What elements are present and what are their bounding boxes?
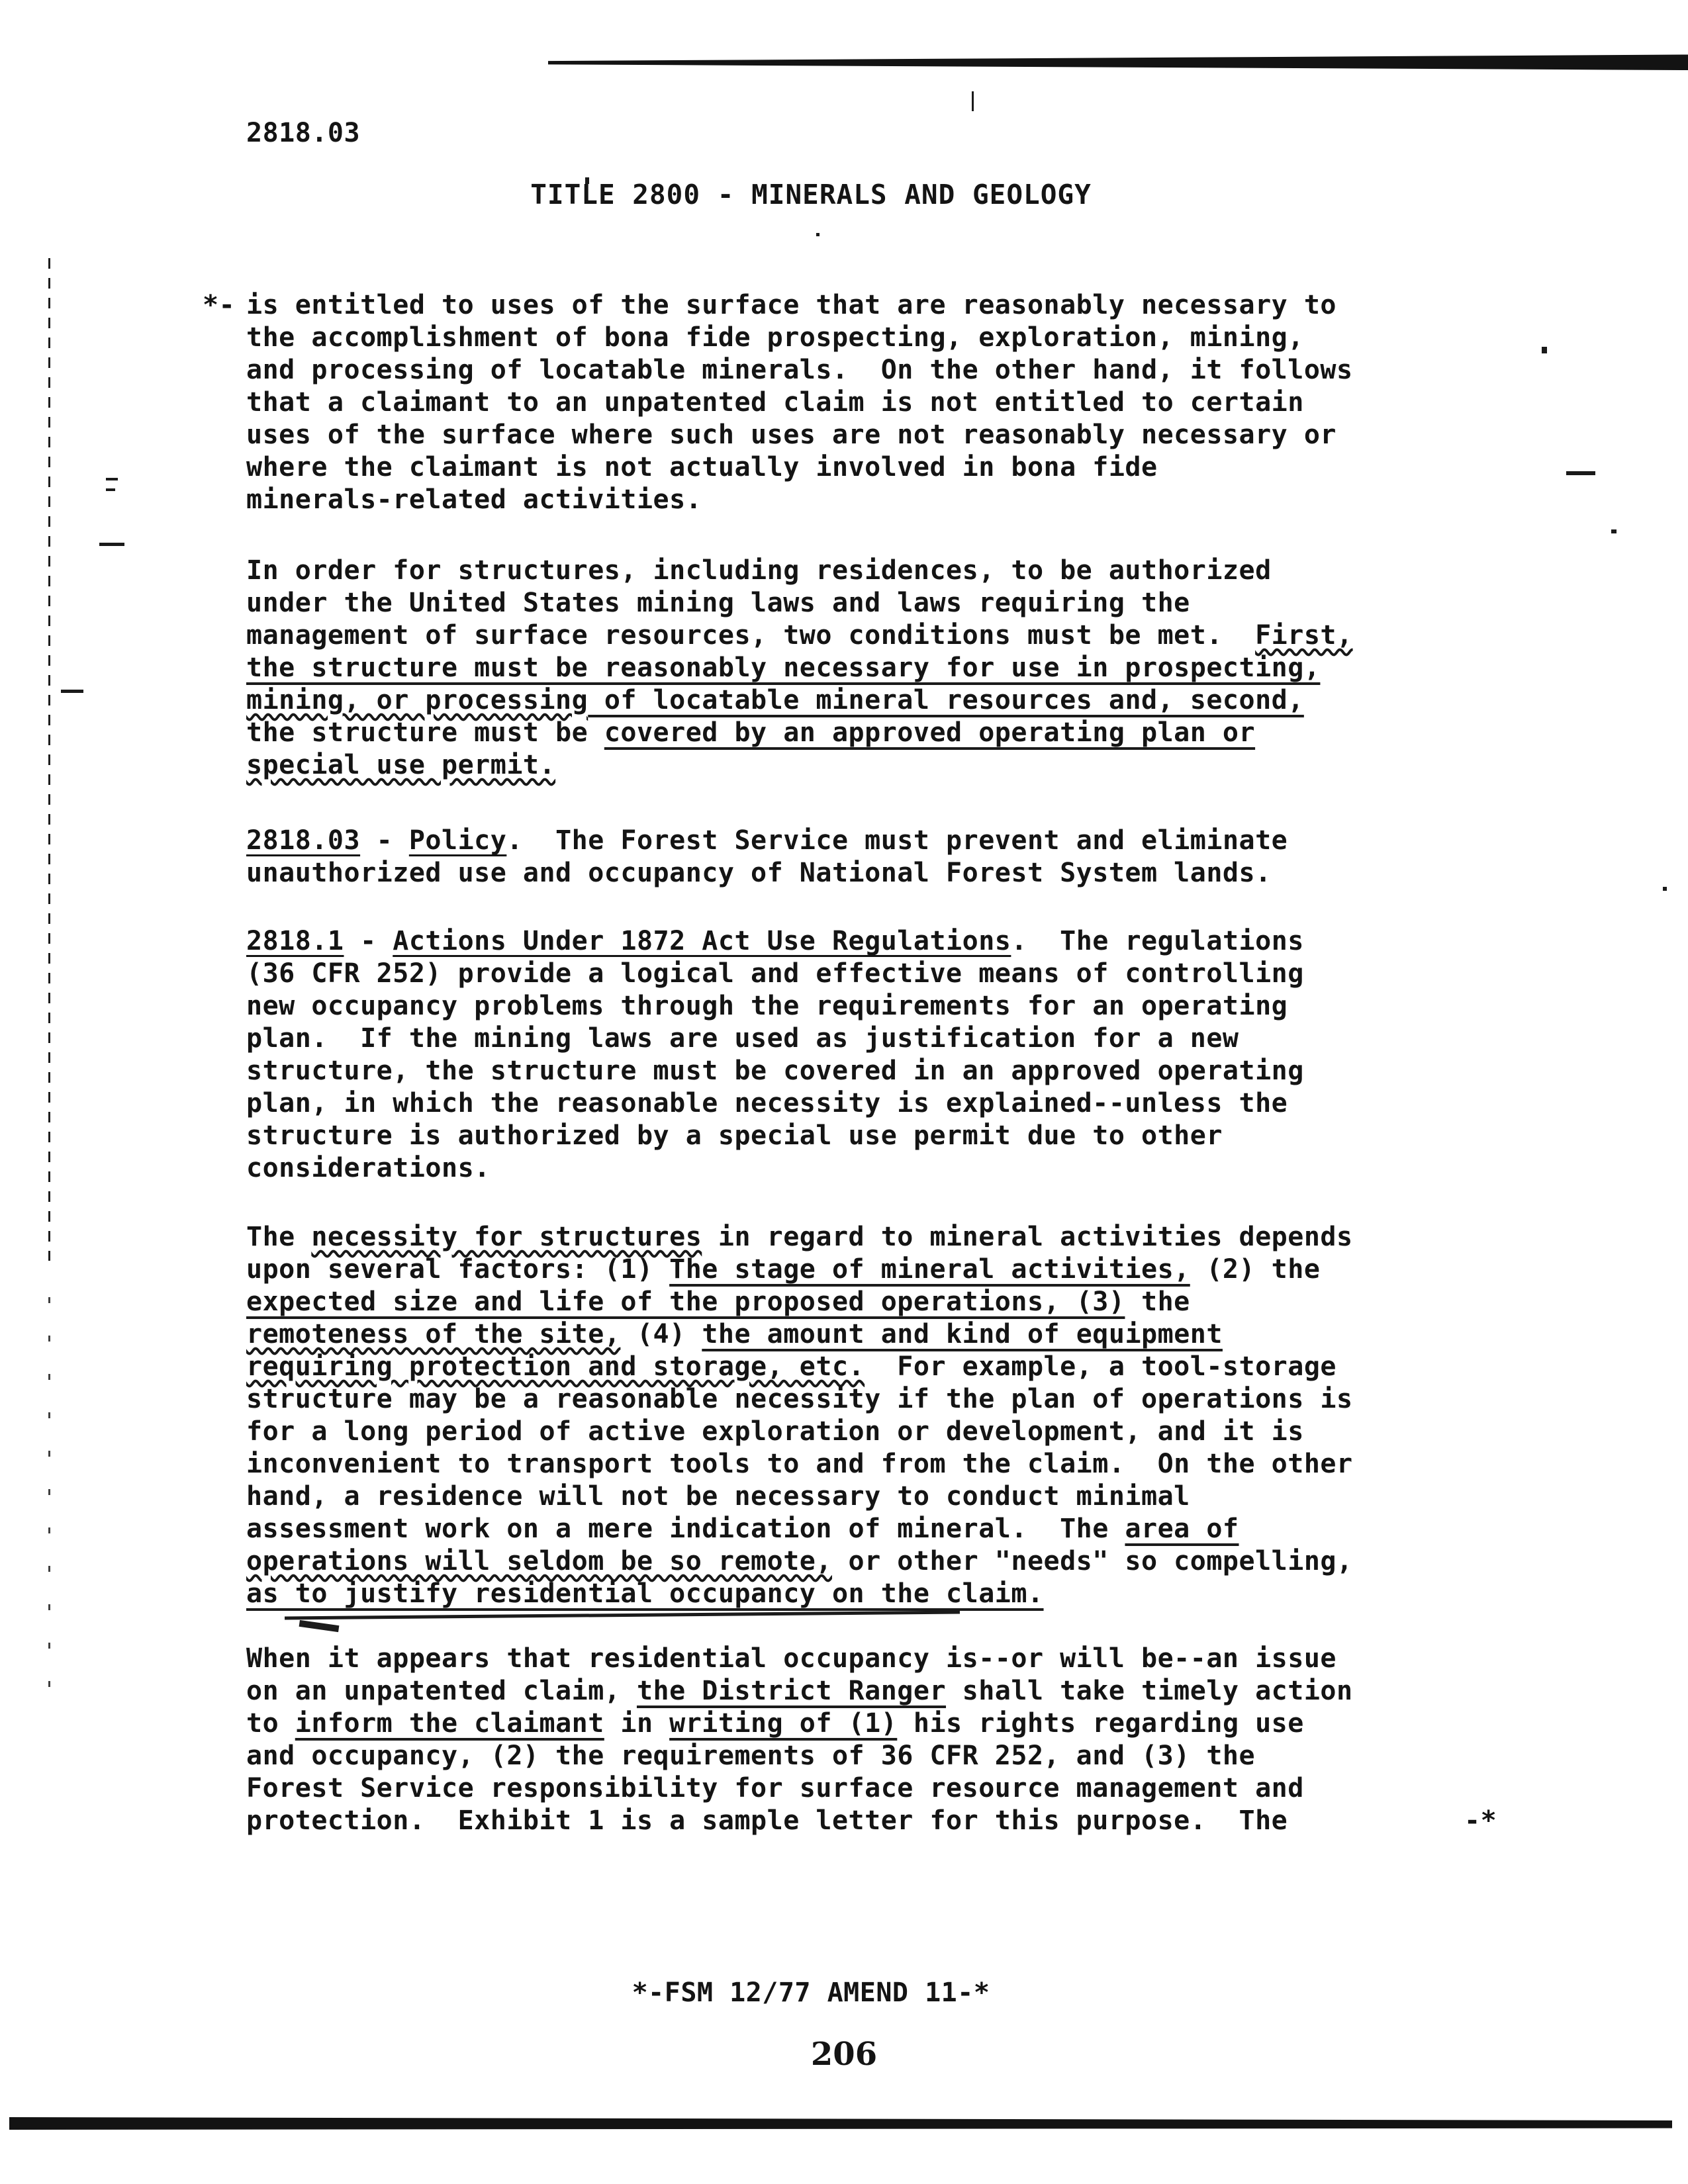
text-line (246, 1286, 1378, 1318)
scan-artifact-top-bar (548, 54, 1688, 70)
text-segment: that a claimant to an unpatented claim is not entitled to certain (246, 387, 1304, 418)
underlined-text-segment: *- (203, 290, 236, 320)
text-line (246, 990, 1378, 1023)
text-line (246, 857, 1378, 889)
text-segment: plan, in which the reasonable necessity is explained--unless the (246, 1088, 1288, 1118)
text-segment: protection. Exhibit 1 is a sample letter for this purpose. The (246, 1805, 1288, 1836)
text-line (246, 1805, 1497, 1837)
paragraph-necessity-factors (246, 1221, 1378, 1610)
scan-speck (106, 478, 118, 480)
text-segment: inconvenient to transport tools to and from the claim. On the other (246, 1449, 1353, 1479)
underlined-text-segment: mining, or processing (246, 685, 588, 715)
text-line (246, 1383, 1378, 1416)
underlined-text-segment: Actions Under 1872 Act Use Regulations (393, 926, 1011, 956)
underlined-text-segment: operations will seldom be so remote, (246, 1546, 832, 1576)
text-segment: In order for structures, including residences, to be authorized (246, 555, 1272, 586)
text-segment: assessment work on a mere indication of mineral. The (246, 1514, 1125, 1544)
underlined-text-segment: -* (1464, 1805, 1497, 1836)
page-number: 206 (810, 2036, 878, 2073)
text-line (246, 1675, 1378, 1707)
text-segment: hand, a residence will not be necessary to conduct minimal (246, 1481, 1190, 1512)
text-line (246, 1513, 1378, 1545)
underlined-text-segment: the amount and kind of equipment (702, 1319, 1223, 1349)
text-line (246, 749, 1378, 782)
underlined-text-segment: necessity for structures (311, 1222, 702, 1252)
underlined-text-segment: area of (1125, 1514, 1239, 1544)
text-line (246, 1448, 1378, 1480)
text-segment: - (344, 926, 393, 956)
text-line (203, 289, 1378, 322)
text-line (246, 684, 1378, 717)
text-segment: under the United States mining laws and laws requiring the (246, 588, 1190, 618)
text-line (246, 652, 1378, 684)
underlined-text-segment: First, (1255, 620, 1353, 651)
text-segment: For example, a tool-storage (865, 1351, 1337, 1382)
text-segment: The (246, 1222, 312, 1252)
text-segment: (36 CFR 252) provide a logical and effective means of controlling (246, 958, 1304, 989)
text-line (246, 1740, 1378, 1772)
underlined-text-segment: 2818.1 (246, 926, 344, 956)
underlined-text-segment: the structure must be reasonably necessary for use in prospecting, (246, 653, 1321, 683)
text-segment: management of surface resources, two conditions must be met. (246, 620, 1256, 651)
scan-speck (972, 91, 974, 111)
text-segment: . The Forest Service must prevent and eliminate (506, 825, 1288, 856)
text-line (246, 1480, 1378, 1513)
text-line (246, 354, 1378, 387)
text-segment: in regard to mineral activities depends (702, 1222, 1353, 1252)
text-line (246, 825, 1378, 857)
underlined-text-segment: Policy (408, 825, 507, 856)
text-segment: his rights regarding use (897, 1708, 1304, 1739)
text-line (246, 587, 1378, 619)
text-segment: (2) the (1190, 1254, 1321, 1285)
scan-artifact-bottom-bar (9, 2116, 1672, 2130)
text-line (246, 1545, 1378, 1578)
underlined-text-segment: requiring protection and storage, etc. (246, 1351, 865, 1382)
underlined-text-segment: 2818.03 (246, 825, 361, 856)
text-line (246, 484, 1378, 516)
paragraph-surface-uses (203, 289, 1378, 516)
text-line (246, 1120, 1378, 1152)
text-segment: new occupancy problems through the requirements for an operating (246, 991, 1288, 1021)
text-segment: considerations. (246, 1153, 491, 1183)
paragraph-structure-conditions (246, 555, 1378, 782)
page-title: TITLE 2800 - MINERALS AND GEOLOGY (530, 179, 1092, 210)
scan-artifact-left-edge (48, 258, 50, 1261)
text-segment: structure is authorized by a special use permit due to other (246, 1120, 1223, 1151)
text-line (246, 451, 1378, 484)
underlined-text-segment: covered by an approved operating plan or (604, 717, 1256, 748)
underlined-text-segment: of locatable mineral resources and, second, (588, 685, 1304, 715)
text-segment: structure may be a reasonable necessity if the plan of operations is (246, 1384, 1353, 1414)
section-heading-2818-03-policy (246, 825, 1378, 889)
text-line (246, 1152, 1378, 1185)
text-line (246, 1416, 1378, 1448)
text-line (246, 717, 1378, 749)
text-line (246, 1023, 1378, 1055)
text-segment: is entitled to uses of the surface that are reasonably necessary to (246, 290, 1336, 320)
scan-speck (61, 690, 83, 693)
scan-speck (106, 488, 115, 491)
text-line (246, 1055, 1378, 1087)
underlined-text-segment: The stage of mineral activities, (669, 1254, 1190, 1285)
text-segment: - (360, 825, 409, 856)
scan-speck (816, 233, 820, 236)
text-segment: the accomplishment of bona fide prospecting, exploration, mining, (246, 322, 1304, 353)
text-segment: uses of the surface where such uses are not reasonably necessary or (246, 420, 1336, 450)
scan-speck (1663, 887, 1667, 891)
document-body (203, 289, 1497, 1837)
text-segment: to (246, 1708, 295, 1739)
scan-speck (1611, 529, 1617, 533)
text-line (246, 555, 1378, 587)
section-2818-1-actions (246, 925, 1378, 1185)
text-line (246, 1772, 1378, 1805)
text-segment: and occupancy, (2) the requirements of 36 CFR 252, and (3) the (246, 1741, 1256, 1771)
text-line (246, 387, 1378, 419)
underlined-text-segment: special use permit. (246, 750, 556, 780)
text-segment: and processing of locatable minerals. On the other hand, it follows (246, 355, 1353, 385)
underlined-text-segment: as to justify residential occupancy on the claim. (246, 1578, 1044, 1609)
underlined-text-segment: the District Ranger (636, 1676, 947, 1706)
text-line (246, 925, 1378, 958)
footer-amendment-line: *-FSM 12/77 AMEND 11-* (632, 1978, 990, 2008)
text-segment: minerals-related activities. (246, 484, 702, 515)
text-line (246, 322, 1378, 354)
text-line (246, 1707, 1378, 1740)
underlined-text-segment: writing of (1) (669, 1708, 898, 1739)
text-line (246, 1087, 1378, 1120)
header-section-code: 2818.03 (246, 118, 361, 148)
scan-artifact-left-edge-lower (48, 1297, 50, 1694)
text-segment: (4) (620, 1319, 702, 1349)
text-line (246, 619, 1378, 652)
scan-speck (1542, 347, 1547, 353)
text-line (246, 419, 1378, 451)
text-segment: on an unpatented claim, (246, 1676, 637, 1706)
text-segment: upon several factors: (1) (246, 1254, 670, 1285)
text-segment: where the claimant is not actually involved in bona fide (246, 452, 1158, 482)
text-line (246, 1351, 1378, 1383)
text-line (246, 1253, 1378, 1286)
underlined-text-segment: remoteness of the site, (246, 1319, 621, 1349)
scan-speck (1566, 471, 1595, 475)
text-line (246, 1643, 1378, 1675)
text-segment: in (604, 1708, 670, 1739)
underlined-text-segment: inform the claimant (295, 1708, 604, 1739)
text-segment: unauthorized use and occupancy of National Forest System lands. (246, 858, 1272, 888)
text-line (246, 958, 1378, 990)
text-segment: structure, the structure must be covered in an approved operating (246, 1056, 1304, 1086)
text-segment: for a long period of active exploration or development, and it is (246, 1416, 1304, 1447)
text-segment: shall take timely action (946, 1676, 1353, 1706)
text-segment: or other "needs" so compelling, (831, 1546, 1353, 1576)
text-segment: Forest Service responsibility for surface resource management and (246, 1773, 1304, 1803)
text-segment: plan. If the mining laws are used as justification for a new (246, 1023, 1239, 1054)
text-segment: the structure must be (246, 717, 604, 748)
text-line (246, 1318, 1378, 1351)
paragraph-residential-occupancy (246, 1643, 1497, 1837)
text-segment: . The regulations (1011, 926, 1304, 956)
underlined-text-segment: expected size and life of the proposed operations, (3) (246, 1287, 1125, 1317)
text-segment: the (1125, 1287, 1190, 1317)
text-line (246, 1578, 1378, 1610)
scan-speck (99, 543, 124, 546)
text-line (246, 1221, 1378, 1253)
text-segment: When it appears that residential occupancy is--or will be--an issue (246, 1643, 1336, 1674)
